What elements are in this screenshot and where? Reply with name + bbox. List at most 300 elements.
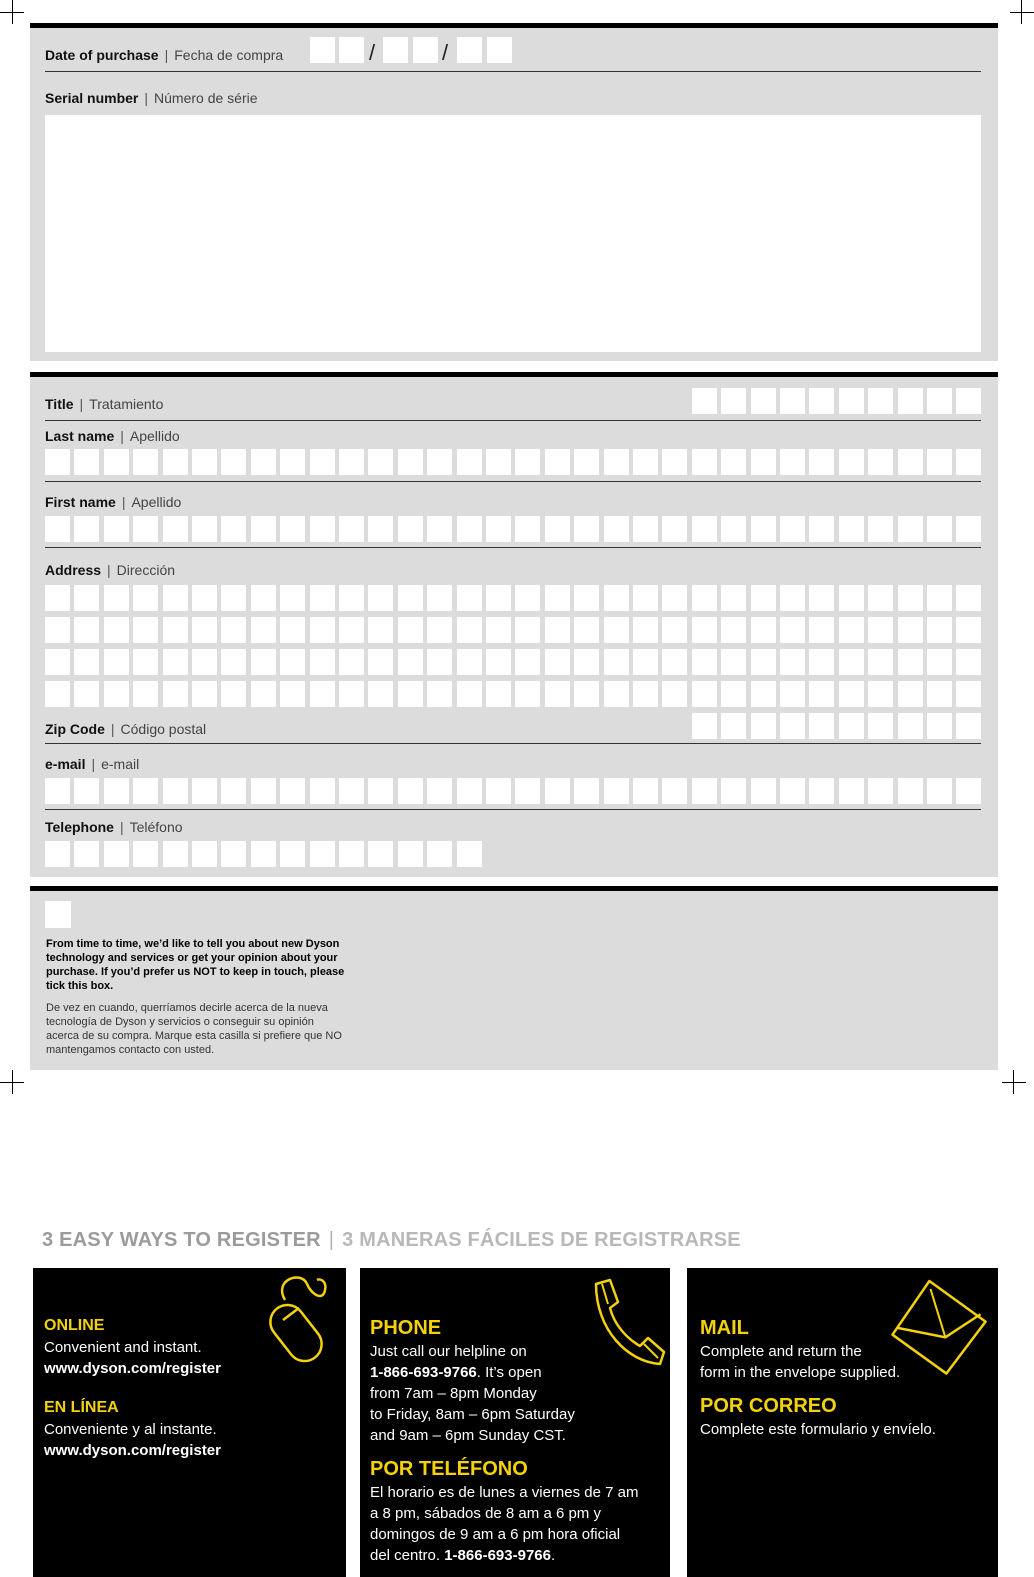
address-line-4-box[interactable] xyxy=(221,681,246,707)
first-name-box[interactable] xyxy=(515,516,540,542)
address-line-3-box[interactable] xyxy=(251,649,276,675)
address-line-3-box[interactable] xyxy=(604,649,629,675)
address-line-1-box[interactable] xyxy=(398,585,423,611)
address-line-4-box[interactable] xyxy=(133,681,158,707)
first-name-box[interactable] xyxy=(280,516,305,542)
date-year-box-2[interactable] xyxy=(487,37,512,63)
zip-code-box[interactable] xyxy=(839,713,864,739)
last-name-box[interactable] xyxy=(368,449,393,475)
last-name-box[interactable] xyxy=(780,449,805,475)
address-line-2-box[interactable] xyxy=(956,617,981,643)
address-line-3-box[interactable] xyxy=(751,649,776,675)
zip-rule xyxy=(45,743,981,744)
address-line-1-box[interactable] xyxy=(927,585,952,611)
last-name-box[interactable] xyxy=(751,449,776,475)
address-line-1-box[interactable] xyxy=(457,585,482,611)
address-line-3-box[interactable] xyxy=(839,649,864,675)
email-box[interactable] xyxy=(486,778,511,804)
first-name-box[interactable] xyxy=(427,516,452,542)
address-line-2-box[interactable] xyxy=(780,617,805,643)
online-card xyxy=(33,1268,346,1577)
last-name-box[interactable] xyxy=(898,449,923,475)
last-name-box[interactable] xyxy=(721,449,746,475)
online-url-es[interactable]: www.dyson.com/register xyxy=(44,1442,221,1459)
address-line-1-box[interactable] xyxy=(486,585,511,611)
address-line-2-box[interactable] xyxy=(721,617,746,643)
date-separator-1: / xyxy=(369,40,376,65)
title-box[interactable] xyxy=(721,388,746,414)
address-line-2-box[interactable] xyxy=(74,617,99,643)
address-line-4-box[interactable] xyxy=(486,681,511,707)
address-line-4-box[interactable] xyxy=(898,681,923,707)
telephone-label-es: Teléfono xyxy=(129,819,183,835)
title-box[interactable] xyxy=(956,388,981,414)
address-line-2-box[interactable] xyxy=(163,617,188,643)
first-name-box[interactable] xyxy=(809,516,834,542)
zip-code-box[interactable] xyxy=(692,713,717,739)
last-name-box[interactable] xyxy=(809,449,834,475)
first-name-box[interactable] xyxy=(574,516,599,542)
address-line-2-box[interactable] xyxy=(221,617,246,643)
address-line-1-box[interactable] xyxy=(545,585,570,611)
address-line-3-box[interactable] xyxy=(780,649,805,675)
phone-text-es xyxy=(370,1482,670,1566)
last-name-box[interactable] xyxy=(74,449,99,475)
email-box[interactable] xyxy=(692,778,717,804)
mail-text-es: Complete este formulario y envíelo. xyxy=(700,1421,936,1438)
address-line-3-box[interactable] xyxy=(221,649,246,675)
online-text-en: Convenient and instant. xyxy=(44,1339,202,1356)
address-line-1-box[interactable] xyxy=(515,585,540,611)
address-line-1-box[interactable] xyxy=(809,585,834,611)
address-line-1-box[interactable] xyxy=(45,585,70,611)
address-line-2-box[interactable] xyxy=(751,617,776,643)
email-box[interactable] xyxy=(662,778,687,804)
address-line-4-box[interactable] xyxy=(751,681,776,707)
address-line-1-box[interactable] xyxy=(368,585,393,611)
telephone-box[interactable] xyxy=(339,841,364,867)
address-line-3-box[interactable] xyxy=(133,649,158,675)
phone-text-es-2: a 8 pm, sábados de 8 am a 6 pm y xyxy=(370,1505,601,1522)
address-label: Address | Dirección xyxy=(45,562,176,578)
address-line-4-box[interactable] xyxy=(339,681,364,707)
first-name-box[interactable] xyxy=(751,516,776,542)
address-line-4-box[interactable] xyxy=(809,681,834,707)
last-name-box[interactable] xyxy=(692,449,717,475)
address-line-1-box[interactable] xyxy=(574,585,599,611)
last-name-box[interactable] xyxy=(633,449,658,475)
title-box[interactable] xyxy=(898,388,923,414)
zip-code-box[interactable] xyxy=(721,713,746,739)
last-name-box[interactable] xyxy=(457,449,482,475)
address-line-4-box[interactable] xyxy=(604,681,629,707)
online-url-en[interactable]: www.dyson.com/register xyxy=(44,1360,221,1377)
first-name-box[interactable] xyxy=(310,516,335,542)
title-box[interactable] xyxy=(839,388,864,414)
address-line-3-box[interactable] xyxy=(898,649,923,675)
email-box[interactable] xyxy=(427,778,452,804)
email-label-es: e-mail xyxy=(101,756,140,772)
telephone-box[interactable] xyxy=(368,841,393,867)
telephone-box[interactable] xyxy=(192,841,217,867)
email-box[interactable] xyxy=(251,778,276,804)
address-line-1-box[interactable] xyxy=(751,585,776,611)
address-line-3-box[interactable] xyxy=(310,649,335,675)
title-box[interactable] xyxy=(780,388,805,414)
last-name-box[interactable] xyxy=(839,449,864,475)
first-name-box[interactable] xyxy=(398,516,423,542)
first-name-box[interactable] xyxy=(486,516,511,542)
address-line-2-box[interactable] xyxy=(427,617,452,643)
address-line-2-box[interactable] xyxy=(192,617,217,643)
address-line-4-box[interactable] xyxy=(280,681,305,707)
address-line-3-box[interactable] xyxy=(280,649,305,675)
address-line-1-box[interactable] xyxy=(868,585,893,611)
address-line-4-box[interactable] xyxy=(192,681,217,707)
zip-code-box[interactable] xyxy=(898,713,923,739)
email-box[interactable] xyxy=(545,778,570,804)
first-name-box[interactable] xyxy=(927,516,952,542)
first-name-box[interactable] xyxy=(604,516,629,542)
email-box[interactable] xyxy=(721,778,746,804)
last-name-label-en: Last name xyxy=(45,428,115,444)
address-line-1-box[interactable] xyxy=(133,585,158,611)
first-name-box[interactable] xyxy=(868,516,893,542)
address-line-1-box[interactable] xyxy=(633,585,658,611)
address-line-3-box[interactable] xyxy=(721,649,746,675)
serial-number-field[interactable] xyxy=(45,115,981,352)
serial-number-label: Serial number | Número de série xyxy=(45,90,258,106)
address-line-4-box[interactable] xyxy=(956,681,981,707)
address-line-4-box[interactable] xyxy=(545,681,570,707)
address-line-2-box[interactable] xyxy=(339,617,364,643)
email-box[interactable] xyxy=(927,778,952,804)
address-line-3-box[interactable] xyxy=(427,649,452,675)
first-name-box[interactable] xyxy=(956,516,981,542)
date-year-box-1[interactable] xyxy=(457,37,482,63)
address-line-4-box[interactable] xyxy=(251,681,276,707)
email-box[interactable] xyxy=(868,778,893,804)
email-box[interactable] xyxy=(398,778,423,804)
register-heading xyxy=(42,1229,741,1252)
telephone-box[interactable] xyxy=(74,841,99,867)
mail-title-es: POR CORREO xyxy=(700,1395,837,1417)
title-box[interactable] xyxy=(927,388,952,414)
date-rule xyxy=(45,71,981,72)
first-name-box[interactable] xyxy=(74,516,99,542)
title-box[interactable] xyxy=(868,388,893,414)
zip-code-box[interactable] xyxy=(956,713,981,739)
address-line-2-box[interactable] xyxy=(398,617,423,643)
address-line-3-box[interactable] xyxy=(545,649,570,675)
telephone-box[interactable] xyxy=(221,841,246,867)
address-line-4-box[interactable] xyxy=(662,681,687,707)
first-name-box[interactable] xyxy=(898,516,923,542)
telephone-box[interactable] xyxy=(163,841,188,867)
phone-number-es[interactable]: 1-866-693-9766 xyxy=(444,1547,551,1564)
last-name-box[interactable] xyxy=(398,449,423,475)
address-line-3-box[interactable] xyxy=(486,649,511,675)
address-line-2-box[interactable] xyxy=(545,617,570,643)
last-name-box[interactable] xyxy=(515,449,540,475)
last-name-box[interactable] xyxy=(280,449,305,475)
telephone-box[interactable] xyxy=(457,841,482,867)
address-line-4-box[interactable] xyxy=(398,681,423,707)
email-box[interactable] xyxy=(163,778,188,804)
first-name-box[interactable] xyxy=(780,516,805,542)
address-line-4-box[interactable] xyxy=(163,681,188,707)
address-line-1-box[interactable] xyxy=(104,585,129,611)
date-month-box-2[interactable] xyxy=(413,37,438,63)
email-box[interactable] xyxy=(368,778,393,804)
first-name-box[interactable] xyxy=(133,516,158,542)
address-line-1-box[interactable] xyxy=(692,585,717,611)
address-line-2-box[interactable] xyxy=(574,617,599,643)
date-label-es: Fecha de compra xyxy=(174,47,284,63)
address-line-2-box[interactable] xyxy=(486,617,511,643)
date-day-box-1[interactable] xyxy=(310,37,335,63)
address-line-4-box[interactable] xyxy=(780,681,805,707)
address-line-4-box[interactable] xyxy=(457,681,482,707)
address-line-1-box[interactable] xyxy=(221,585,246,611)
email-box[interactable] xyxy=(839,778,864,804)
address-line-4-box[interactable] xyxy=(368,681,393,707)
mail-card xyxy=(687,1268,998,1577)
address-line-4-box[interactable] xyxy=(574,681,599,707)
last-name-box[interactable] xyxy=(545,449,570,475)
last-name-box[interactable] xyxy=(427,449,452,475)
first-name-box[interactable] xyxy=(662,516,687,542)
last-name-box[interactable] xyxy=(486,449,511,475)
email-box[interactable] xyxy=(45,778,70,804)
email-box[interactable] xyxy=(457,778,482,804)
first-name-box[interactable] xyxy=(163,516,188,542)
address-line-1-box[interactable] xyxy=(310,585,335,611)
address-line-1-box[interactable] xyxy=(662,585,687,611)
address-line-1-box[interactable] xyxy=(280,585,305,611)
address-line-2-box[interactable] xyxy=(809,617,834,643)
address-line-2-box[interactable] xyxy=(133,617,158,643)
address-line-2-box[interactable] xyxy=(839,617,864,643)
email-box[interactable] xyxy=(751,778,776,804)
email-label: e-mail | e-mail xyxy=(45,756,140,772)
first-name-box[interactable] xyxy=(339,516,364,542)
address-line-3-box[interactable] xyxy=(574,649,599,675)
address-line-1-box[interactable] xyxy=(339,585,364,611)
last-name-box[interactable] xyxy=(956,449,981,475)
first-name-box[interactable] xyxy=(368,516,393,542)
email-box[interactable] xyxy=(192,778,217,804)
email-box[interactable] xyxy=(956,778,981,804)
first-name-box[interactable] xyxy=(251,516,276,542)
address-line-4-box[interactable] xyxy=(868,681,893,707)
first-name-box[interactable] xyxy=(104,516,129,542)
telephone-box[interactable] xyxy=(133,841,158,867)
address-line-3-box[interactable] xyxy=(457,649,482,675)
zip-code-box[interactable] xyxy=(927,713,952,739)
address-line-2-box[interactable] xyxy=(868,617,893,643)
address-line-1-box[interactable] xyxy=(74,585,99,611)
phone-number-en[interactable]: 1-866-693-9766 xyxy=(370,1364,477,1381)
address-line-3-box[interactable] xyxy=(398,649,423,675)
address-line-3-box[interactable] xyxy=(368,649,393,675)
zip-code-box[interactable] xyxy=(868,713,893,739)
email-box[interactable] xyxy=(133,778,158,804)
last-name-box[interactable] xyxy=(339,449,364,475)
address-line-3-box[interactable] xyxy=(104,649,129,675)
register-heading-en: 3 EASY WAYS TO REGISTER xyxy=(42,1229,321,1251)
email-box[interactable] xyxy=(604,778,629,804)
telephone-box[interactable] xyxy=(310,841,335,867)
address-line-2-box[interactable] xyxy=(692,617,717,643)
last-name-box[interactable] xyxy=(251,449,276,475)
first-name-box[interactable] xyxy=(839,516,864,542)
last-name-box[interactable] xyxy=(192,449,217,475)
last-name-box[interactable] xyxy=(310,449,335,475)
first-name-box[interactable] xyxy=(692,516,717,542)
address-line-4-box[interactable] xyxy=(927,681,952,707)
date-month-box-1[interactable] xyxy=(383,37,408,63)
email-box[interactable] xyxy=(515,778,540,804)
address-line-1-box[interactable] xyxy=(251,585,276,611)
first-name-rule xyxy=(45,547,981,548)
address-line-2-box[interactable] xyxy=(104,617,129,643)
last-name-box[interactable] xyxy=(574,449,599,475)
address-line-2-box[interactable] xyxy=(457,617,482,643)
first-name-box[interactable] xyxy=(545,516,570,542)
first-name-box[interactable] xyxy=(221,516,246,542)
address-line-3-box[interactable] xyxy=(868,649,893,675)
address-line-2-box[interactable] xyxy=(662,617,687,643)
address-line-3-box[interactable] xyxy=(662,649,687,675)
date-of-purchase-label: Date of purchase | Fecha de compra xyxy=(45,47,284,63)
last-name-box[interactable] xyxy=(604,449,629,475)
address-line-2-box[interactable] xyxy=(368,617,393,643)
last-name-box[interactable] xyxy=(868,449,893,475)
address-line-3-box[interactable] xyxy=(633,649,658,675)
telephone-box[interactable] xyxy=(398,841,423,867)
email-box[interactable] xyxy=(633,778,658,804)
address-line-1-box[interactable] xyxy=(721,585,746,611)
email-box[interactable] xyxy=(809,778,834,804)
address-line-3-box[interactable] xyxy=(956,649,981,675)
first-name-box[interactable] xyxy=(633,516,658,542)
address-line-2-box[interactable] xyxy=(633,617,658,643)
date-day-box-2[interactable] xyxy=(339,37,364,63)
address-line-3-box[interactable] xyxy=(339,649,364,675)
address-line-4-box[interactable] xyxy=(45,681,70,707)
last-name-box[interactable] xyxy=(662,449,687,475)
address-line-2-box[interactable] xyxy=(604,617,629,643)
first-name-box[interactable] xyxy=(192,516,217,542)
address-line-3-box[interactable] xyxy=(74,649,99,675)
email-box[interactable] xyxy=(221,778,246,804)
email-box[interactable] xyxy=(104,778,129,804)
address-line-4-box[interactable] xyxy=(515,681,540,707)
address-line-1-box[interactable] xyxy=(604,585,629,611)
last-name-box[interactable] xyxy=(45,449,70,475)
crop-mark-mid-left-v xyxy=(12,1070,13,1094)
address-line-4-box[interactable] xyxy=(633,681,658,707)
email-box[interactable] xyxy=(780,778,805,804)
title-label-es: Tratamiento xyxy=(89,396,164,412)
address-line-3-box[interactable] xyxy=(809,649,834,675)
address-line-3-box[interactable] xyxy=(45,649,70,675)
first-name-box[interactable] xyxy=(45,516,70,542)
title-box[interactable] xyxy=(751,388,776,414)
zip-code-box[interactable] xyxy=(751,713,776,739)
address-line-4-box[interactable] xyxy=(310,681,335,707)
address-line-3-box[interactable] xyxy=(692,649,717,675)
title-box[interactable] xyxy=(809,388,834,414)
address-line-2-box[interactable] xyxy=(280,617,305,643)
address-line-3-box[interactable] xyxy=(163,649,188,675)
optout-checkbox[interactable] xyxy=(45,901,71,928)
telephone-box[interactable] xyxy=(45,841,70,867)
address-line-4-box[interactable] xyxy=(427,681,452,707)
address-line-4-box[interactable] xyxy=(104,681,129,707)
address-line-4-box[interactable] xyxy=(692,681,717,707)
address-line-1-box[interactable] xyxy=(898,585,923,611)
address-line-1-box[interactable] xyxy=(839,585,864,611)
email-box[interactable] xyxy=(574,778,599,804)
address-line-1-box[interactable] xyxy=(163,585,188,611)
mail-text-en xyxy=(700,1341,900,1383)
address-line-4-box[interactable] xyxy=(74,681,99,707)
telephone-box[interactable] xyxy=(251,841,276,867)
address-line-1-box[interactable] xyxy=(427,585,452,611)
first-name-box[interactable] xyxy=(721,516,746,542)
address-line-2-box[interactable] xyxy=(927,617,952,643)
first-name-box[interactable] xyxy=(457,516,482,542)
email-box[interactable] xyxy=(898,778,923,804)
telephone-box[interactable] xyxy=(104,841,129,867)
address-line-2-box[interactable] xyxy=(251,617,276,643)
address-line-2-box[interactable] xyxy=(45,617,70,643)
zip-code-box[interactable] xyxy=(780,713,805,739)
address-line-2-box[interactable] xyxy=(898,617,923,643)
last-name-box[interactable] xyxy=(163,449,188,475)
address-line-2-box[interactable] xyxy=(515,617,540,643)
last-name-box[interactable] xyxy=(221,449,246,475)
date-label-en: Date of purchase xyxy=(45,47,159,63)
email-box[interactable] xyxy=(339,778,364,804)
address-line-1-box[interactable] xyxy=(780,585,805,611)
last-name-box[interactable] xyxy=(104,449,129,475)
crop-mark-top-right-h xyxy=(1010,12,1034,13)
zip-code-box[interactable] xyxy=(809,713,834,739)
address-line-2-box[interactable] xyxy=(310,617,335,643)
last-name-box[interactable] xyxy=(133,449,158,475)
address-label-en: Address xyxy=(45,562,102,578)
email-box[interactable] xyxy=(74,778,99,804)
address-line-4-box[interactable] xyxy=(839,681,864,707)
address-line-4-box[interactable] xyxy=(721,681,746,707)
telephone-box[interactable] xyxy=(280,841,305,867)
telephone-box[interactable] xyxy=(427,841,452,867)
address-line-3-box[interactable] xyxy=(515,649,540,675)
email-box[interactable] xyxy=(280,778,305,804)
last-name-box[interactable] xyxy=(927,449,952,475)
address-line-1-box[interactable] xyxy=(956,585,981,611)
address-line-3-box[interactable] xyxy=(927,649,952,675)
address-line-1-box[interactable] xyxy=(192,585,217,611)
email-box[interactable] xyxy=(310,778,335,804)
address-line-3-box[interactable] xyxy=(192,649,217,675)
online-title-en: ONLINE xyxy=(44,1317,105,1334)
phone-text-es-5: . xyxy=(550,1547,556,1564)
title-box[interactable] xyxy=(692,388,717,414)
